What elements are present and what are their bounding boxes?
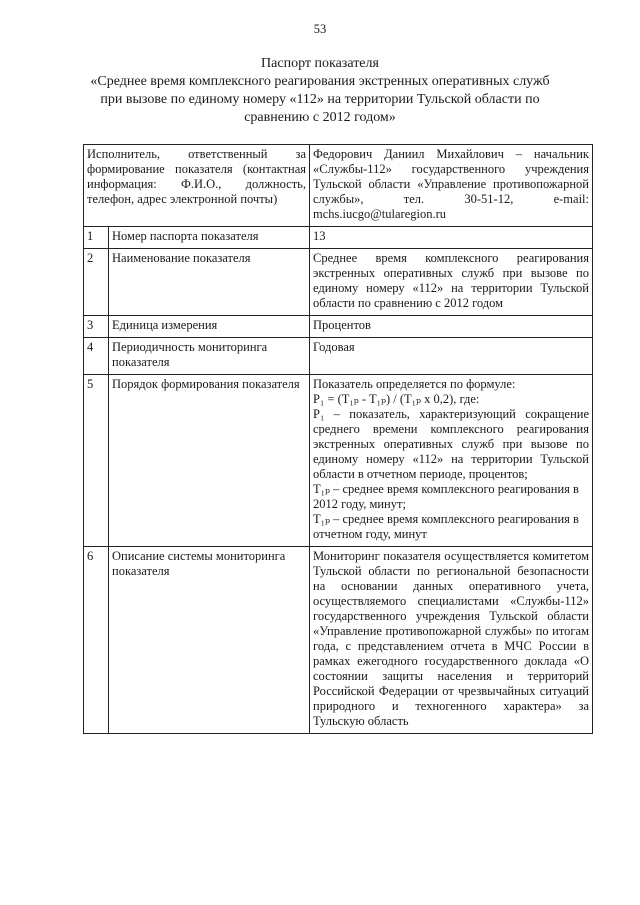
row-number: 4 [84, 338, 109, 375]
formula-definition: T₁ₚ – среднее время комплексного реагирования в 2012 году, минут; [313, 482, 579, 511]
document-heading [70, 55, 570, 127]
row-value: 13 [310, 227, 593, 249]
heading-title: Паспорт показателя [261, 56, 379, 71]
executor-value: Федорович Даниил Михайлович – начальник «Службы-112» государственного учреждения Тульской области «Управление противопожарной службы», тел. 30-51-12, e-mail: mchs.iucgo@tularegion.ru [310, 145, 593, 227]
row-number: 1 [84, 227, 109, 249]
table-row [84, 316, 593, 338]
executor-label: Исполнитель, ответственный за формирование показателя (контактная информация: Ф.И.О., должность, телефон, адрес электронной почты) [84, 145, 310, 227]
table-row [84, 227, 593, 249]
heading-subtitle-line-1: «Среднее время комплексного реагирования экстренных оперативных служб [90, 74, 550, 89]
row-label: Периодичность мониторинга показателя [109, 338, 310, 375]
table-row [84, 375, 593, 547]
row-number: 3 [84, 316, 109, 338]
row-number: 2 [84, 249, 109, 316]
table-row-executor [84, 145, 593, 227]
formula-cell [310, 375, 593, 547]
indicator-passport-table [83, 144, 593, 734]
formula: P₁ = (T₁ₚ - T₁ₚ) / (T₁ₚ x 0,2), где: [313, 392, 480, 406]
page-number: 53 [313, 22, 327, 36]
row-number: 5 [84, 375, 109, 547]
table-row [84, 338, 593, 375]
table-row [84, 249, 593, 316]
row-number: 6 [84, 547, 109, 734]
row-label: Описание системы мониторинга показателя [109, 547, 310, 734]
row-label: Наименование показателя [109, 249, 310, 316]
row-value: Процентов [310, 316, 593, 338]
row-label: Порядок формирования показателя [109, 375, 310, 547]
formula-intro: Показатель определяется по формуле: [313, 377, 516, 391]
table-row [84, 547, 593, 734]
formula-definition: P₁ – показатель, характеризующий сокращение среднего времени комплексного реагирования экстренных оперативных служб при вызове по единому номеру «112» на территории Тульской области в отчетном периоде, процентов; [313, 407, 589, 481]
row-label: Единица измерения [109, 316, 310, 338]
row-label: Номер паспорта показателя [109, 227, 310, 249]
formula-definition: T₁ₚ – среднее время комплексного реагирования в отчетном году, минут [313, 512, 579, 541]
row-value: Среднее время комплексного реагирования экстренных оперативных служб при вызове по единому номеру «112» на территории Тульской области по сравнению с 2012 годом [310, 249, 593, 316]
row-value: Годовая [310, 338, 593, 375]
row-value: Мониторинг показателя осуществляется комитетом Тульской области по региональной безопасности на основании данных оперативного учета, осуществляемого специалистами «Службы-112» государственного учреждения Тульской области «Управление противопожарной службы» по итогам года, с представлением отчета в МЧС России в рамках ежегодного государственного доклада «О состоянии защиты населения и территорий Российской Федерации от чрезвычайных ситуаций природного и техногенного характера» за Тульскую область [310, 547, 593, 734]
heading-subtitle-line-2: при вызове по единому номеру «112» на территории Тульской области по [100, 92, 540, 107]
heading-subtitle-line-3: сравнению с 2012 годом» [244, 110, 396, 125]
